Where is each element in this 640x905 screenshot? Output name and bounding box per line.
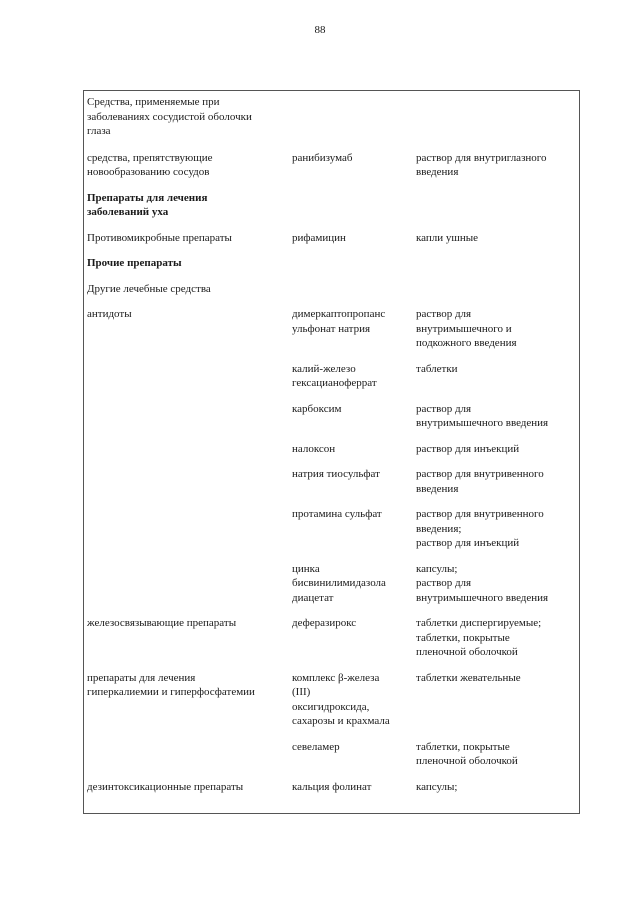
cell-line: новообразованию сосудов [87,166,210,178]
cell-line: протамина сульфат [292,508,382,520]
drug-name-cell [292,562,416,606]
drug-name-cell [292,442,416,457]
page-number: 88 [314,24,326,36]
dosage-form-cell [416,616,579,660]
cell-line: раствор для внутривенного [416,508,544,520]
dosage-form-cell [416,282,579,297]
cell-line: введения [416,166,459,178]
drug-name-cell [292,740,416,769]
dosage-form-cell [416,256,579,271]
section-cell [87,231,292,246]
section-cell [87,402,292,431]
drug-name-cell [292,467,416,496]
dosage-form-cell [416,671,579,729]
drug-name-cell [292,362,416,391]
cell-line: раствор для инъекций [416,537,520,549]
cell-line: комплекс β-железа [292,671,380,684]
dosage-form-cell [416,307,579,351]
cell-line: ранибизумаб [292,151,353,164]
drug-name-cell [292,780,416,795]
drug-name-cell [292,151,416,180]
section-cell [87,95,292,139]
cell-line: карбоксим [292,402,342,415]
section-cell [87,780,292,795]
table-row [87,671,579,729]
cell-line: таблетки диспергируемые; [416,617,542,629]
cell-line: деферазирокс [292,617,357,629]
table-row [87,231,579,246]
cell-line: калий-железо [292,362,356,375]
cell-line: заболеваниях сосудистой оболочки [87,110,252,123]
cell-line: диацетат [292,591,334,604]
cell-line: оксигидроксида, [292,700,370,713]
drug-name-cell [292,282,416,297]
cell-line: таблетки [416,362,458,375]
table-row [87,562,579,606]
cell-line: севеламер [292,740,340,753]
section-cell [87,191,292,220]
cell-line: таблетки жевательные [416,671,521,684]
cell-line: Прочие препараты [87,257,182,269]
section-cell [87,256,292,271]
drug-name-cell [292,95,416,139]
cell-line: бисвинилимидазола [292,577,386,589]
section-cell [87,282,292,297]
section-cell [87,562,292,606]
cell-line: раствор для внутривенного [416,468,544,480]
cell-line: подкожного введения [416,337,517,349]
cell-line: средства, препятствующие [87,151,213,164]
cell-line: пленочной оболочкой [416,646,518,658]
table-row [87,95,579,139]
cell-line: налоксон [292,442,336,455]
dosage-form-cell [416,402,579,431]
cell-line: Противомикробные препараты [87,231,232,244]
cell-line: капли ушные [416,231,479,244]
table-row [87,362,579,391]
cell-line: внутримышечного введения [416,417,549,429]
cell-line: цинка [292,562,320,575]
section-cell [87,362,292,391]
cell-line: (III) [292,686,311,698]
dosage-form-cell [416,467,579,496]
cell-line: ульфонат натрия [292,322,371,335]
section-cell [87,442,292,457]
cell-line: заболеваний уха [87,206,169,218]
table-row [87,282,579,297]
cell-line: димеркаптопропанс [292,308,386,320]
section-cell [87,467,292,496]
dosage-form-cell [416,95,579,139]
table-row [87,402,579,431]
dosage-form-cell [416,231,579,246]
cell-line: гиперкалиемии и гиперфосфатемии [87,686,255,698]
cell-line: капсулы; [416,562,458,575]
cell-line: натрия тиосульфат [292,468,380,480]
cell-line: внутримышечного введения [416,591,549,604]
cell-line: кальция фолинат [292,780,372,793]
section-cell [87,507,292,551]
cell-line: капсулы; [416,780,458,793]
cell-line: Препараты для лечения [87,191,208,204]
dosage-form-cell [416,362,579,391]
table-row [87,507,579,551]
cell-line: Другие лечебные средства [87,282,211,295]
cell-line: глаза [87,125,111,137]
dosage-form-cell [416,191,579,220]
cell-line: Средства, применяемые при [87,96,220,108]
cell-line: раствор для [416,308,472,320]
table-row [87,191,579,220]
dosage-form-cell [416,562,579,606]
table-row [87,151,579,180]
cell-line: таблетки, покрытые [416,631,510,644]
dosage-form-cell [416,740,579,769]
drug-table [87,95,579,794]
cell-line: раствор для внутриглазного [416,151,547,164]
table-row [87,780,579,795]
drug-name-cell [292,507,416,551]
section-cell [87,151,292,180]
drug-name-cell [292,191,416,220]
cell-line: рифамицин [292,231,346,244]
cell-line: препараты для лечения [87,671,196,684]
cell-line: раствор для [416,577,472,589]
drug-name-cell [292,616,416,660]
drug-name-cell [292,402,416,431]
drug-name-cell [292,671,416,729]
cell-line: раствор для инъекций [416,442,520,455]
drug-name-cell [292,231,416,246]
cell-line: введения; [416,522,462,535]
table-row [87,740,579,769]
table-row [87,442,579,457]
section-cell [87,740,292,769]
section-cell [87,616,292,660]
table-row [87,467,579,496]
table-row [87,256,579,271]
table-row [87,307,579,351]
dosage-form-cell [416,151,579,180]
cell-line: внутримышечного и [416,322,512,335]
dosage-form-cell [416,780,579,795]
cell-line: сахарозы и крахмала [292,715,390,727]
cell-line: введения [416,482,459,495]
section-cell [87,307,292,351]
dosage-form-cell [416,507,579,551]
section-cell [87,671,292,729]
table-row [87,616,579,660]
cell-line: дезинтоксикационные препараты [87,780,244,793]
cell-line: пленочной оболочкой [416,755,518,767]
cell-line: таблетки, покрытые [416,740,510,753]
cell-line: гексацианоферрат [292,377,377,389]
drug-name-cell [292,256,416,271]
drug-name-cell [292,307,416,351]
cell-line: антидоты [87,308,132,320]
cell-line: раствор для [416,402,472,415]
cell-line: железосвязывающие препараты [87,617,237,629]
dosage-form-cell [416,442,579,457]
